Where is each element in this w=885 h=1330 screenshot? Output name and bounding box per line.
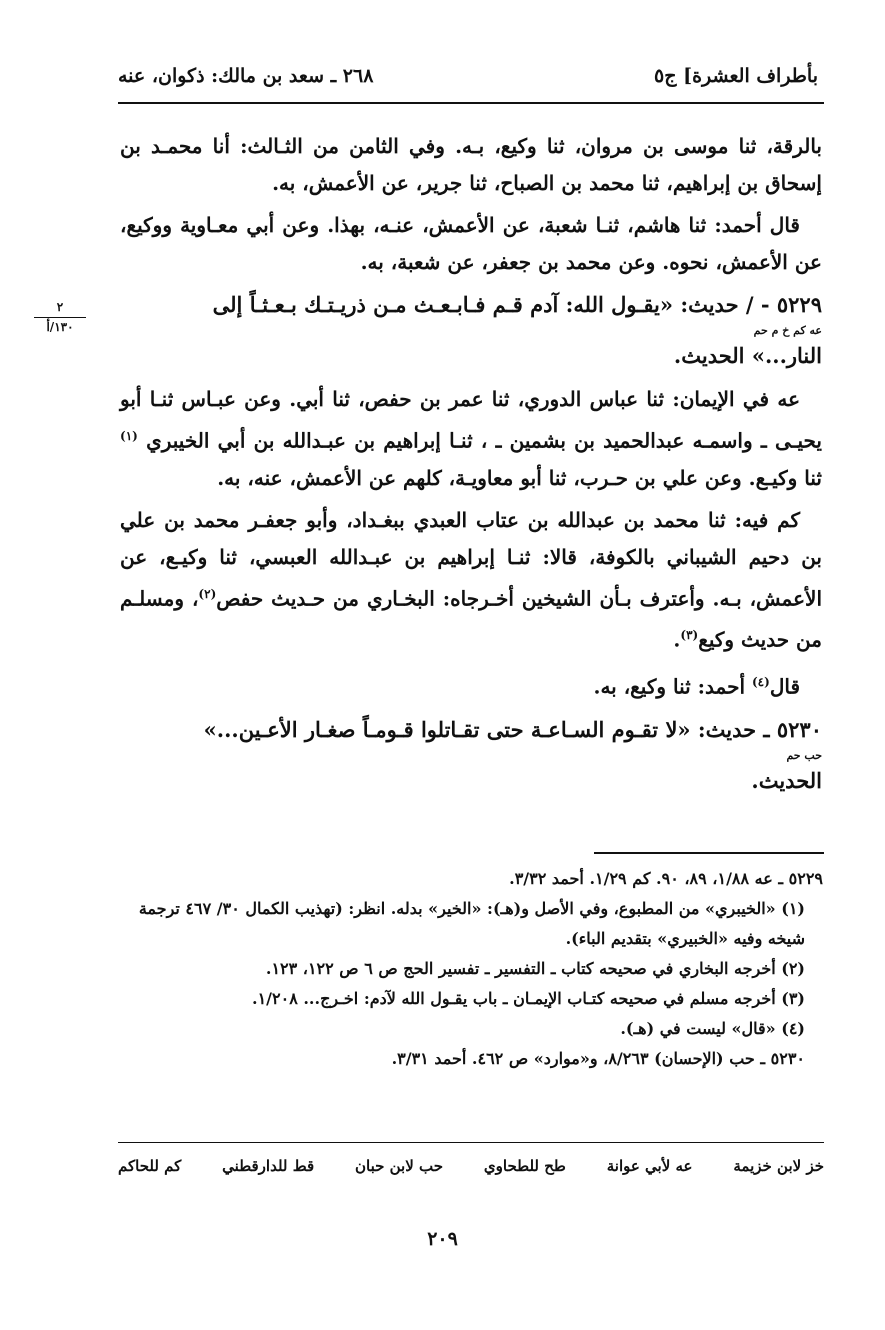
footnote-sources-5229: ٥٢٢٩ ـ عه ١/٨٨، ٨٩، ٩٠. كم ١/٢٩. أحمد ٣/٣٢. bbox=[509, 869, 823, 888]
header-rule bbox=[118, 102, 824, 104]
footnote-ref-4[interactable]: (٤) bbox=[751, 674, 770, 689]
key-code: كم bbox=[164, 1157, 182, 1175]
paragraph-3 bbox=[120, 381, 822, 497]
paragraph-4-label: كم فيه: bbox=[734, 507, 801, 532]
footnote-4: (٤) «قال» ليست في (هـ). bbox=[620, 1019, 805, 1038]
key-label: للطحاوي bbox=[483, 1157, 539, 1175]
main-text bbox=[120, 128, 822, 800]
paragraph-3-end: ثنا وكيـع. وعن علي بن حـرب، ثنا أبو معاويـة، كلهم عن الأعمش، عنه، به. bbox=[217, 465, 822, 490]
footnote-3: (٣) أخرجه مسلم في صحيحه كتـاب الإيمـان ـ باب يقـول الله لآدم: اخـرج... ١/٢٠٨. bbox=[251, 989, 805, 1008]
margin-ref-divider bbox=[34, 317, 86, 318]
paragraph-3-label: عه في الإيمان: bbox=[672, 387, 801, 411]
key-code: قط bbox=[292, 1157, 315, 1175]
hadith-5230-heading bbox=[120, 711, 822, 749]
paragraph-4-end: . bbox=[673, 627, 681, 652]
hadith-5230-end: الحديث. bbox=[751, 767, 822, 793]
paragraph-4-mid: ، ومسلـم من حديث وكيع bbox=[120, 586, 822, 652]
paragraph-4 bbox=[120, 502, 822, 659]
running-header bbox=[118, 58, 818, 94]
page-number: ٢٠٩ bbox=[427, 1228, 458, 1250]
key-code: طح bbox=[544, 1157, 566, 1175]
footnote-ref-1[interactable]: (١) bbox=[120, 429, 138, 443]
paragraph-5-label: قال bbox=[769, 674, 800, 699]
margin-manuscript-ref bbox=[28, 300, 92, 335]
key-item bbox=[355, 1157, 443, 1175]
footnote-ref-3[interactable]: (٣) bbox=[680, 628, 699, 643]
margin-ref-top: ٢ bbox=[56, 300, 64, 314]
paragraph-5 bbox=[120, 664, 822, 706]
paragraph-5-text: ثنا وكيع، به. bbox=[593, 674, 691, 699]
key-item bbox=[118, 1157, 181, 1175]
abbreviation-key bbox=[118, 1157, 824, 1175]
footnotes bbox=[118, 864, 823, 1074]
key-label: لابن خزيمة bbox=[733, 1157, 802, 1175]
paragraph-2-text: ثنا هاشم، ثنـا شعبة، عن الأعمش، عنـه، بهذا. وعن أبي معـاوية ووكيع، عن الأعمش، نحوه. وعن محمد بن جعفر، عن شعبة، به. bbox=[120, 213, 822, 274]
header-book-title: بأطراف العشرة] ج٥ bbox=[654, 65, 818, 87]
key-code: خز bbox=[806, 1157, 824, 1175]
hadith-5229-number: ٥٢٢٩ - / حديث: bbox=[680, 292, 822, 317]
hadith-5229-heading bbox=[120, 286, 822, 324]
hadith-5230-text: «لا تقـوم السـاعـة حتى تقـاتلوا قـومـاً صغـار الأعـين...» bbox=[203, 716, 691, 742]
paragraph-2 bbox=[120, 207, 822, 281]
footnote-sources-5230: ٥٢٣٠ ـ حب (الإحسان) ٨/٢٦٣، و«موارد» ص ٤٦٢. أحمد ٣/٣١. bbox=[391, 1049, 805, 1068]
key-code: عه bbox=[675, 1157, 693, 1175]
hadith-5230-sigla: حب حم bbox=[786, 748, 822, 762]
paragraph-3-text: ثنا عباس الدوري، ثنا عمر بن حفص، ثنا أبي. وعن عبـاس ثنـا أبو يحيـى ـ واسمـه عبدالحميد بن بشمين ـ ، ثنـا إبراهيم بن عبـدالله بن أبي الخيبري bbox=[120, 387, 822, 453]
key-label: للدارقطني bbox=[222, 1157, 288, 1175]
key-label: لأبي عوانة bbox=[606, 1157, 671, 1175]
margin-ref-bottom: ١٣٠/أ bbox=[46, 320, 74, 334]
footnote-2: (٢) أخرجه البخاري في صحيحه كتاب ـ التفسير ـ تفسير الحج ص ٦ ص ١٢٢، ١٢٣. bbox=[265, 959, 805, 978]
key-label: لابن حبان bbox=[355, 1157, 414, 1175]
key-code: حب bbox=[419, 1157, 444, 1175]
paragraph-4-text: ثنا محمد بن عبدالله بن عتاب العبدي ببغـداد، وأبو جعفـر محمد بن علي بن دحيم الشيباني بالكوفة، قالا: ثنـا إبراهيم بن عبـدالله العبسي، ثنا وكيـع، عن الأعمش، بـه. وأعترف بـأن الشيخين أخـرجاه: البخـاري من حـديث حفص bbox=[120, 507, 823, 611]
key-rule bbox=[118, 1142, 824, 1143]
hadith-5229-text: «يقـول الله: آدم قـم فـابـعـث مـن ذريـتـك بـعـثـاً إلى bbox=[212, 292, 674, 317]
footnote-1: (١) «الخيبري» من المطبوع، وفي الأصل و(هـ): «الخير» بدله. انظر: (تهذيب الكمال ٣٠/ ٤٦٧ ترجمة شيخه وفيه «الخبيري» بتقديم الباء). bbox=[138, 899, 805, 948]
key-item bbox=[733, 1157, 824, 1175]
footnote-rule bbox=[594, 852, 824, 854]
key-label: للحاكم bbox=[118, 1157, 159, 1175]
paragraph-1: بالرقة، ثنا موسى بن مروان، ثنا وكيع، بـه. وفي الثامن من الثـالث: أنا محمـد بن إسحاق بن إبراهيم، ثنا محمد بن الصباح، ثنا جرير، عن الأعمش، به. bbox=[120, 134, 822, 195]
header-section-title: ٢٦٨ ـ سعد بن مالك: ذكوان، عنه bbox=[118, 65, 374, 87]
footnote-ref-2[interactable]: (٢) bbox=[198, 586, 217, 601]
key-item bbox=[222, 1157, 314, 1175]
hadith-5229-sigla: عه كم خ م حم bbox=[753, 324, 822, 337]
hadith-5229-end: النار...» الحديث. bbox=[673, 343, 822, 368]
paragraph-5-label-2: أحمد: bbox=[697, 674, 746, 699]
hadith-5230-number: ٥٢٣٠ ـ حديث: bbox=[697, 716, 822, 742]
key-item bbox=[607, 1157, 693, 1175]
key-item bbox=[484, 1157, 566, 1175]
paragraph-2-label: قال أحمد: bbox=[714, 213, 800, 237]
